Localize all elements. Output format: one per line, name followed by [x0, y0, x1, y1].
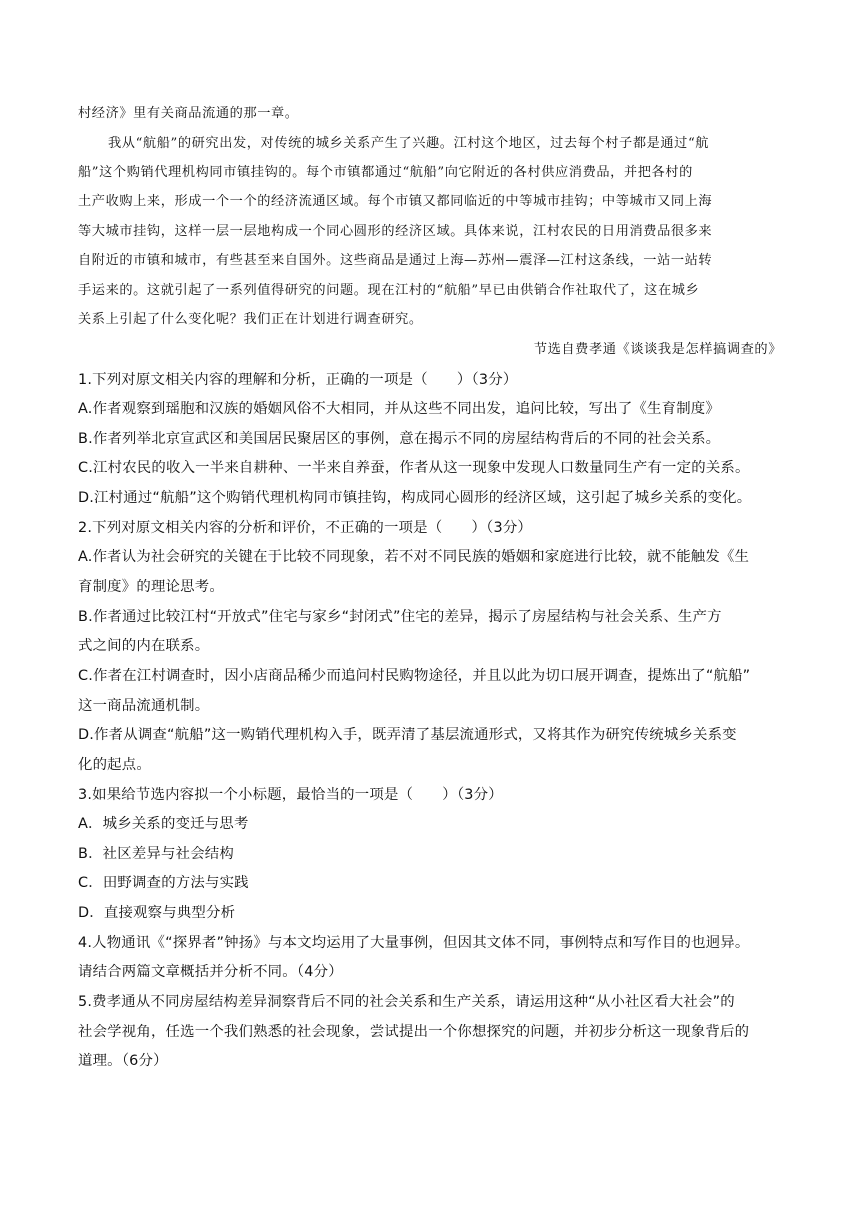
question-3-option-c: C．田野调查的方法与实践: [78, 875, 249, 891]
passage-line: 关系上引起了什么变化呢？我们正在计划进行调查研究。: [78, 312, 423, 327]
question-2-option-c: C.作者在江村调查时，因小店商品稀少而追问村民购物途径，并且以此为切口展开调查，提炼出了“航船”: [78, 668, 751, 684]
question-2-option-b-cont: 式之间的内在联系。: [78, 638, 210, 654]
question-3-option-d: D．直接观察与典型分析: [78, 905, 236, 921]
question-5-stem-end: 道理。（6分）: [78, 1053, 168, 1069]
question-2-option-a-cont: 育制度》的理论思考。: [78, 579, 224, 595]
question-2-option-d: D.作者从调查“航船”这一购销代理机构入手，既弄清了基层流通形式，又将其作为研究传统城乡关系变: [78, 727, 737, 743]
question-1-option-d: D.江村通过“航船”这个购销代理机构同市镇挂钩，构成同心圆形的经济区域，这引起了城乡关系的变化。: [78, 490, 752, 506]
passage-line: 土产收购上来，形成一个一个的经济流通区域。每个市镇又都同临近的中等城市挂钩；中等城市又同上海: [78, 194, 713, 209]
question-1-option-c: C.江村农民的收入一半来自耕种、一半来自养蚕，作者从这一现象中发现人口数量同生产有一定的关系。: [78, 460, 750, 476]
passage-line: 船”这个购销代理机构同市镇挂钩的。每个市镇都通过“航船”向它附近的各村供应消费品，并把各村的: [78, 165, 693, 180]
passage-line: 村经济》里有关商品流通的那一章。: [78, 106, 299, 121]
question-3-option-a: A．城乡关系的变迁与思考: [78, 816, 249, 832]
question-2-stem: 2.下列对原文相关内容的分析和评价，不正确的一项是（ ）（3分）: [78, 520, 533, 536]
passage-source: 节选自费孝通《谈谈我是怎样搞调查的》: [533, 342, 782, 357]
question-3-option-b: B．社区差异与社会结构: [78, 846, 234, 862]
question-1-stem: 1.下列对原文相关内容的理解和分析，正确的一项是（ ）（3分）: [78, 372, 518, 388]
question-4-stem: 4.人物通讯《“探界者”钟扬》与本文均运用了大量事例，但因其文体不同，事例特点和写作目的也迥异。: [78, 935, 750, 951]
question-2-option-a: A.作者认为社会研究的关键在于比较不同现象，若不对不同民族的婚姻和家庭进行比较，就不能触发《生: [78, 549, 750, 565]
question-2-option-d-cont: 化的起点。: [78, 757, 151, 773]
question-5-stem-cont: 社会学视角，任选一个我们熟悉的社会现象，尝试提出一个你想探究的问题，并初步分析这一现象背后的: [78, 1024, 750, 1040]
question-3-stem: 3.如果给节选内容拟一个小标题，最恰当的一项是（ ）（3分）: [78, 787, 503, 803]
passage-line: 我从“航船”的研究出发，对传统的城乡关系产生了兴趣。江村这个地区，过去每个村子都是通过“航: [108, 136, 710, 151]
passage-line: 自附近的市镇和城市，有些甚至来自国外。这些商品是通过上海—苏州—震泽—江村这条线，一站一站转: [78, 253, 713, 268]
question-4-stem-cont: 请结合两篇文章概括并分析不同。（4分）: [78, 964, 343, 980]
question-2-option-c-cont: 这一商品流通机制。: [78, 698, 210, 714]
passage-line: 手运来的。这就引起了一系列值得研究的问题。现在江村的“航船”早已由供销合作社取代了，这在城乡: [78, 283, 700, 298]
question-1-option-b: B.作者列举北京宣武区和美国居民聚居区的事例，意在揭示不同的房屋结构背后的不同的社会关系。: [78, 431, 721, 447]
passage-line: 等大城市挂钩，这样一层一层地构成一个同心圆形的经济区域。具体来说，江村农民的日用消费品很多来: [78, 224, 713, 239]
question-2-option-b: B.作者通过比较江村“开放式”住宅与家乡“封闭式”住宅的差异，揭示了房屋结构与社会关系、生产方: [78, 609, 722, 625]
question-1-option-a: A.作者观察到瑶胞和汉族的婚姻风俗不大相同，并从这些不同出发，追问比较，写出了《生育制度》: [78, 401, 720, 417]
question-5-stem: 5.费孝通从不同房屋结构差异洞察背后不同的社会关系和生产关系，请运用这种“从小社区看大社会”的: [78, 994, 735, 1010]
